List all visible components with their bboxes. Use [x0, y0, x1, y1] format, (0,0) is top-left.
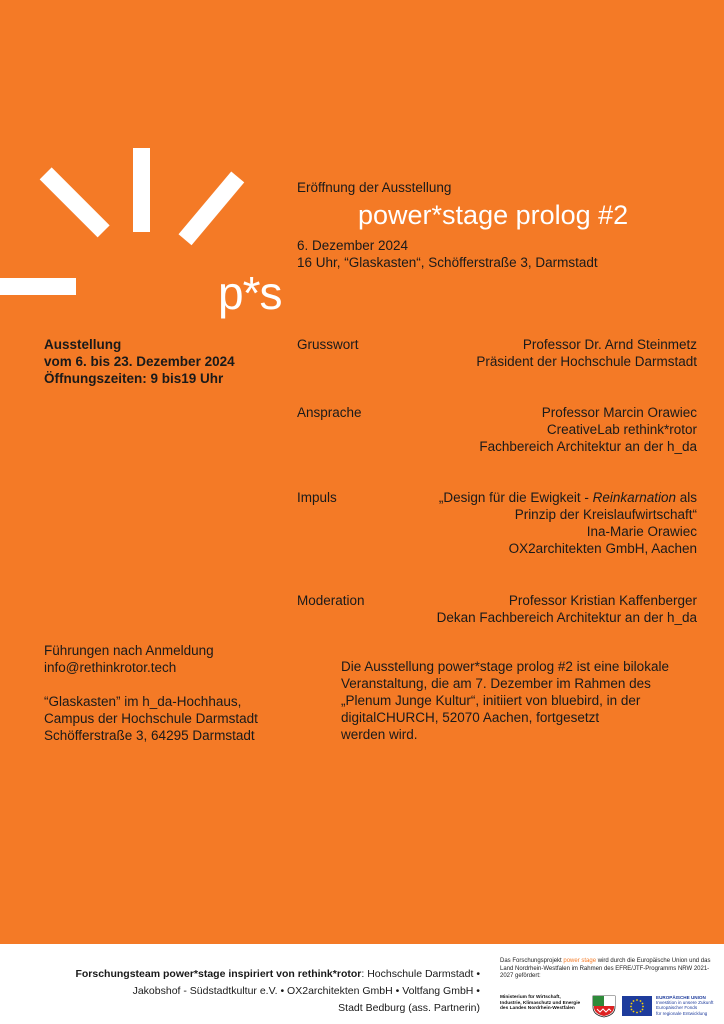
exhibition-info: [44, 336, 235, 387]
venue-line1: “Glaskasten” im h_da-Hochhaus,: [44, 694, 242, 709]
program-label-moderation: Moderation: [297, 593, 365, 608]
speaker-name: Professor Kristian Kaffenberger: [508, 593, 697, 608]
bilocal-note: [341, 658, 669, 743]
talk-title-line1: „Design für die Ewigkeit - Reinkarnation als: [438, 490, 697, 505]
speaker-department: Fachbereich Architektur an der h_da: [479, 439, 697, 454]
partner-list: Jakobshof - Südstadtkultur e.V. • OX2architekten GmbH • Voltfang GmbH •: [132, 985, 480, 997]
talk-title-line2: Prinzip der Kreislaufwirtschaft“: [514, 507, 697, 522]
exhibition-dates: vom 6. bis 23. Dezember 2024: [44, 354, 235, 369]
partner-list: : Hochschule Darmstadt •: [361, 968, 480, 980]
eu-title: EUROPÄISCHE UNION: [656, 995, 706, 1000]
speaker-role: Präsident der Hochschule Darmstadt: [476, 354, 697, 369]
tours-note: Führungen nach Anmeldung: [44, 643, 214, 658]
event-title: power*stage prolog #2: [358, 200, 629, 230]
exhibition-hours: Öffnungszeiten: 9 bis19 Uhr: [44, 371, 224, 386]
note-line: digitalCHURCH, 52070 Aachen, fortgesetzt: [341, 710, 600, 725]
eu-stars-icon: [630, 999, 644, 1013]
funding-statement: Das Forschungsprojekt power stage wird durch die Europäische Union und das Land Nordrhein-Westfalen im Rahmen des EFRE/JTF-Programms NRW 2021-2027 gefördert:: [500, 958, 711, 979]
note-line: Die Ausstellung power*stage prolog #2 ist eine bilokale: [341, 659, 669, 674]
speaker-company: OX2architekten GmbH, Aachen: [508, 541, 697, 556]
program-label-impuls: Impuls: [297, 490, 337, 505]
speaker-name: Ina-Marie Orawiec: [586, 524, 697, 539]
program-ansprache-speaker: [479, 404, 697, 455]
speaker-role: Dekan Fachbereich Architektur an der h_da: [436, 610, 697, 625]
program-moderation-speaker: [437, 592, 697, 626]
research-team-label: Forschungsteam power*stage inspiriert von rethink*rotor: [75, 968, 362, 980]
footer-line1: [75, 966, 480, 983]
note-line: werden wird.: [341, 727, 418, 742]
eu-flag-icon: [622, 996, 652, 1016]
footer-partners: [75, 966, 480, 1017]
nrw-coat-of-arms-icon: [591, 994, 617, 1018]
eu-line: Europäischer Fonds: [656, 1005, 698, 1011]
exhibition-label: Ausstellung: [44, 337, 122, 352]
note-line: „Plenum Junge Kultur“, initiiert von bluebird, in der: [341, 693, 641, 708]
contact-block: [44, 642, 258, 744]
logo-ray-upper-left: [40, 167, 110, 237]
speaker-name: Professor Dr. Arnd Steinmetz: [522, 337, 697, 352]
eu-funding-label: [656, 995, 718, 1016]
venue-address: Schöfferstraße 3, 64295 Darmstadt: [44, 728, 255, 743]
speaker-name: Professor Marcin Orawiec: [541, 405, 697, 420]
venue-line2: Campus der Hochschule Darmstadt: [44, 711, 258, 726]
logo-ray-top: [133, 148, 150, 232]
event-date-block: [297, 237, 598, 271]
event-time-place: 16 Uhr, “Glaskasten“, Schöfferstraße 3, Darmstadt: [297, 255, 598, 270]
eu-line: für regionale Entwicklung: [656, 1010, 708, 1016]
ministry-logo-text: Ministerium für Wirtschaft, Industrie, Klimaschutz und Energie des Landes Nordrhein-Westfalen: [500, 995, 581, 1012]
logo-wordmark: p*s: [218, 267, 282, 319]
eu-line: Investition in unsere Zukunft: [656, 1000, 714, 1006]
speaker-role: CreativeLab rethink*rotor: [546, 422, 697, 437]
sun-rays-logo-icon: [0, 140, 250, 310]
logo-ray-left: [0, 278, 76, 295]
event-date: 6. Dezember 2024: [297, 238, 409, 253]
program-grusswort-speaker: [476, 336, 697, 370]
program-impuls-talk: [439, 489, 697, 557]
program-label-grusswort: Grusswort: [297, 337, 359, 352]
note-line: Veranstaltung, die am 7. Dezember im Rahmen des: [341, 676, 651, 691]
logo-ray-upper-right: [179, 171, 245, 245]
event-intro: Eröffnung der Ausstellung: [297, 180, 452, 195]
partner-list: Stadt Bedburg (ass. Partnerin): [338, 1002, 480, 1014]
footer: [0, 944, 724, 1024]
contact-email[interactable]: info@rethinkrotor.tech: [44, 660, 177, 675]
program-label-ansprache: Ansprache: [297, 405, 362, 420]
